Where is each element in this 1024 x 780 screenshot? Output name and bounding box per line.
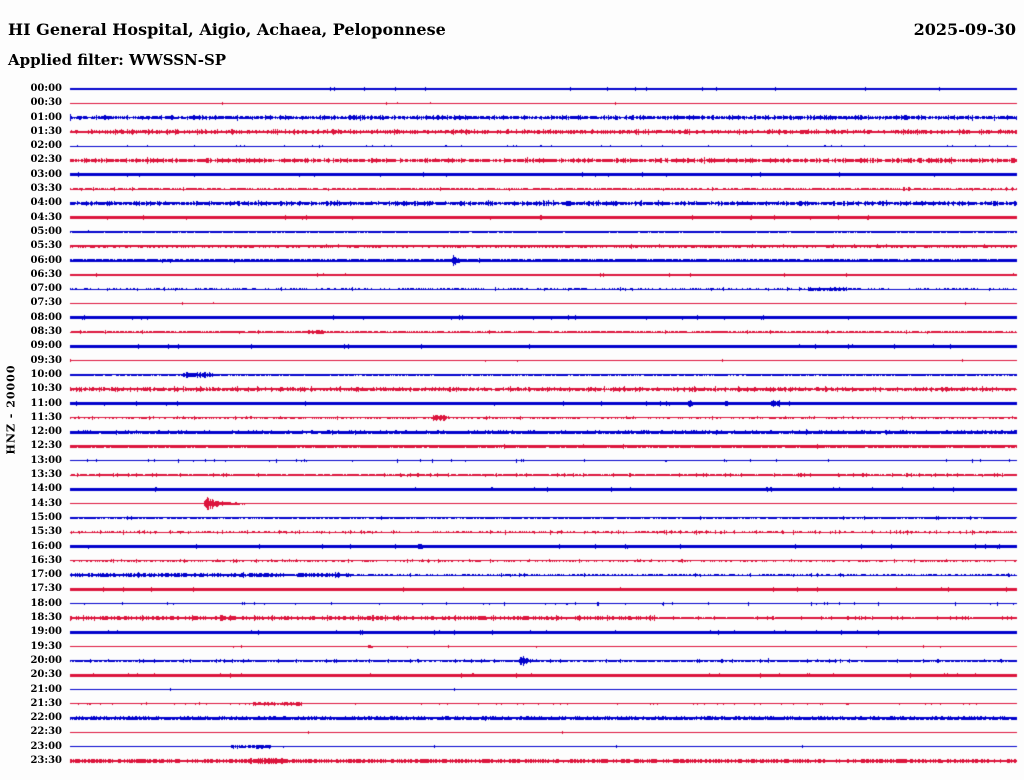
time-label-1630: 16:30 bbox=[30, 554, 62, 566]
channel-scale-label: HNZ - 20000 bbox=[4, 364, 18, 455]
time-label-1200: 12:00 bbox=[30, 426, 62, 438]
time-label-1030: 10:30 bbox=[30, 383, 62, 395]
time-label-1000: 10:00 bbox=[30, 368, 62, 380]
time-label-1400: 14:00 bbox=[30, 483, 62, 495]
time-label-0930: 09:30 bbox=[30, 354, 62, 366]
time-label-0400: 04:00 bbox=[30, 197, 62, 209]
time-label-0300: 03:00 bbox=[30, 168, 62, 180]
time-label-1130: 11:30 bbox=[30, 411, 62, 423]
time-label-2330: 23:30 bbox=[30, 755, 62, 766]
time-label-0130: 01:30 bbox=[30, 125, 62, 137]
time-label-2200: 22:00 bbox=[30, 712, 62, 724]
time-label-0030: 00:30 bbox=[30, 97, 62, 109]
applied-filter-label: Applied filter: WWSSN-SP bbox=[8, 51, 227, 69]
time-label-1730: 17:30 bbox=[30, 583, 62, 595]
time-label-0500: 05:00 bbox=[30, 225, 62, 237]
time-label-1900: 19:00 bbox=[30, 626, 62, 638]
time-label-0530: 05:30 bbox=[30, 240, 62, 252]
time-label-2100: 21:00 bbox=[30, 683, 62, 695]
time-label-2000: 20:00 bbox=[30, 654, 62, 666]
time-label-1530: 15:30 bbox=[30, 526, 62, 538]
time-label-0900: 09:00 bbox=[30, 340, 62, 352]
time-label-0700: 07:00 bbox=[30, 283, 62, 295]
time-label-0630: 06:30 bbox=[30, 268, 62, 280]
time-label-0830: 08:30 bbox=[30, 326, 62, 338]
time-label-0100: 01:00 bbox=[30, 111, 62, 123]
station-title: HI General Hospital, Aigio, Achaea, Peloponnese bbox=[8, 20, 446, 39]
time-label-0430: 04:30 bbox=[30, 211, 62, 223]
time-label-1100: 11:00 bbox=[30, 397, 62, 409]
time-label-1800: 18:00 bbox=[30, 597, 62, 609]
time-label-1300: 13:00 bbox=[30, 454, 62, 466]
time-label-2130: 21:30 bbox=[30, 697, 62, 709]
time-label-1330: 13:30 bbox=[30, 469, 62, 481]
date-label: 2025-09-30 bbox=[913, 20, 1016, 39]
time-label-0800: 08:00 bbox=[30, 311, 62, 323]
time-label-0000: 00:00 bbox=[30, 83, 62, 94]
time-label-1430: 14:30 bbox=[30, 497, 62, 509]
time-label-1830: 18:30 bbox=[30, 612, 62, 624]
time-label-1230: 12:30 bbox=[30, 440, 62, 452]
time-label-1500: 15:00 bbox=[30, 511, 62, 523]
time-label-1700: 17:00 bbox=[30, 569, 62, 581]
time-label-1600: 16:00 bbox=[30, 540, 62, 552]
time-label-0230: 02:30 bbox=[30, 154, 62, 166]
time-label-0330: 03:30 bbox=[30, 183, 62, 195]
time-label-0730: 07:30 bbox=[30, 297, 62, 309]
time-label-2300: 23:00 bbox=[30, 740, 62, 752]
time-label-0200: 02:00 bbox=[30, 140, 62, 152]
time-label-2030: 20:30 bbox=[30, 669, 62, 681]
time-label-1930: 19:30 bbox=[30, 640, 62, 652]
time-label-2230: 22:30 bbox=[30, 726, 62, 738]
time-label-0600: 06:00 bbox=[30, 254, 62, 266]
